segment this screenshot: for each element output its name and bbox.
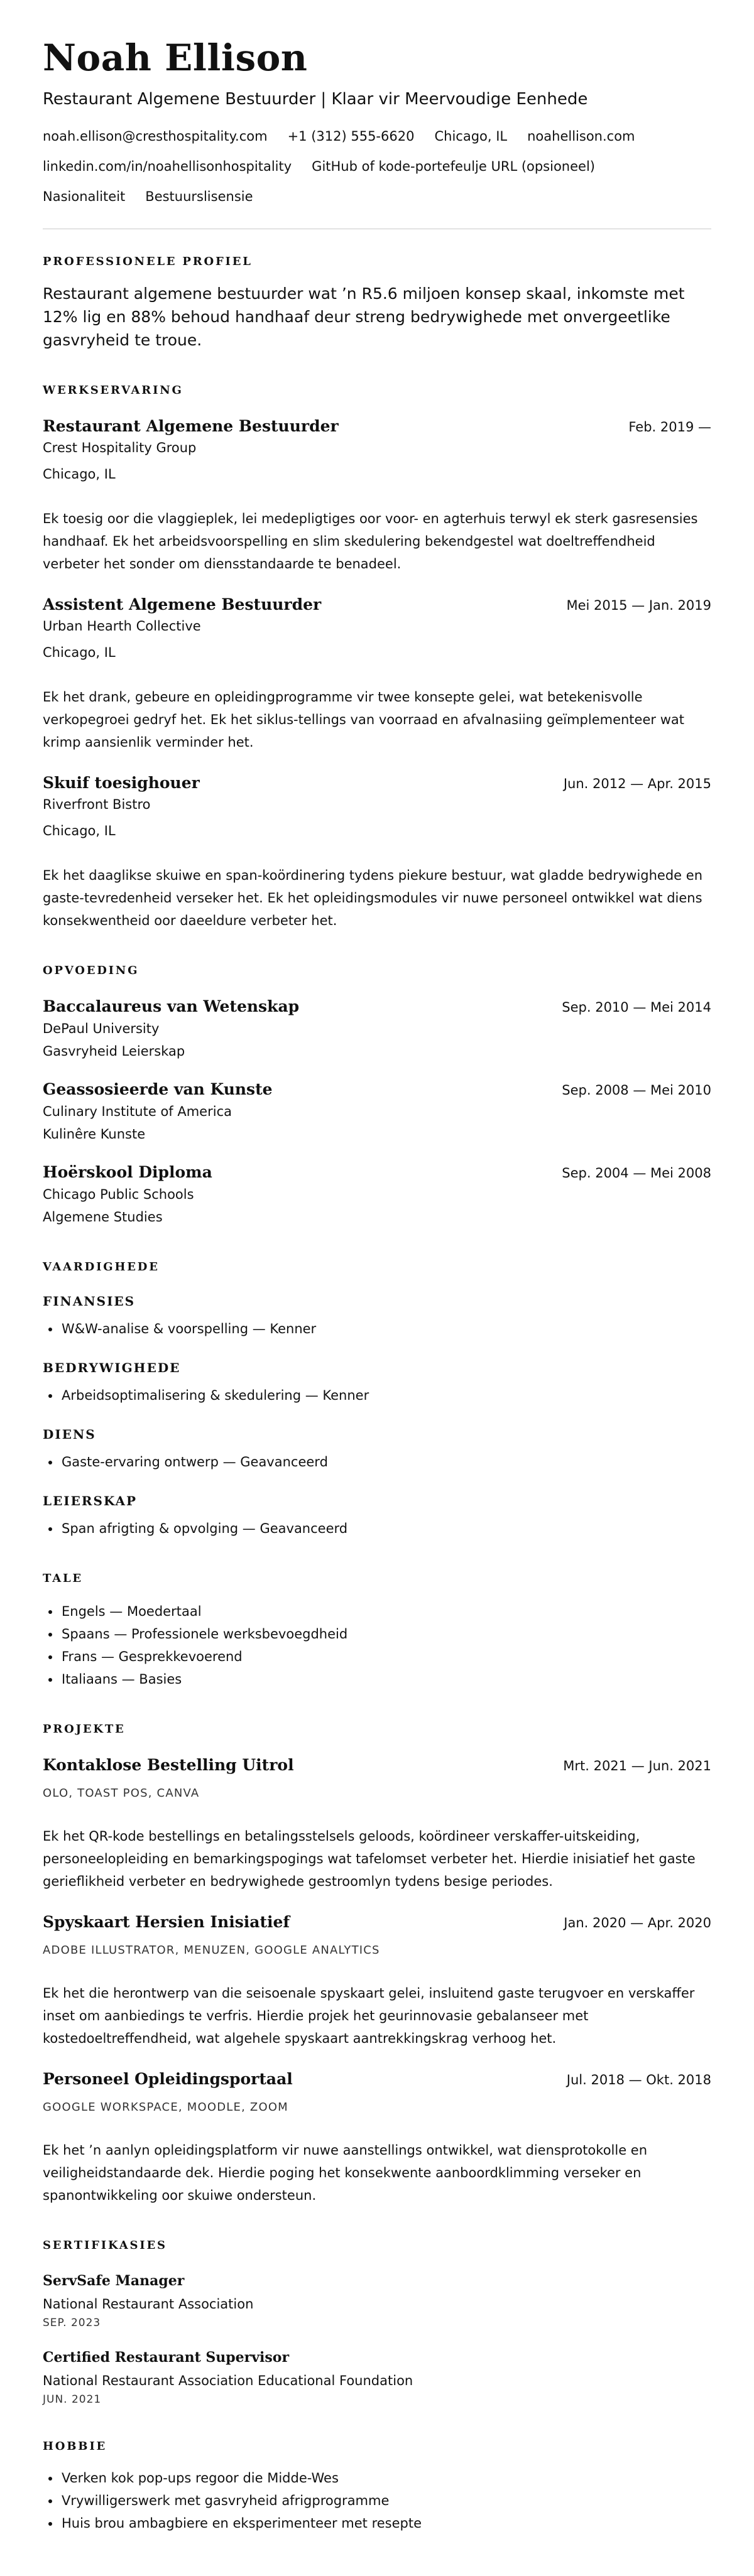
skill-list	[43, 1318, 711, 1340]
school-name: Culinary Institute of America	[43, 1104, 232, 1119]
education-entry	[43, 996, 711, 1063]
project-date: Jul. 2018 — Okt. 2018	[566, 2072, 711, 2087]
job-description: Ek het daaglikse skuiwe en span-koördinering tydens piekure bestuur, wat gladde bedrywighede en gaste-tevredenheid verseker het. Ek het opleidingsmodules vir nuwe personeel ontwikkel wat diens konsekwentheid oor daeeldure verbeter het.	[43, 868, 703, 928]
school-name: Chicago Public Schools	[43, 1187, 194, 1202]
project-entry	[43, 2069, 711, 2207]
project-title: Kontaklose Bestelling Uitrol	[43, 1756, 294, 1774]
job-location: Chicago, IL	[43, 467, 116, 482]
job-company: Riverfront Bistro	[43, 797, 151, 812]
project-title: Spyskaart Hersien Inisiatief	[43, 1913, 290, 1931]
skill-category-title: BEDRYWIGHEDE	[43, 1360, 181, 1375]
hobby-item: • Vrywilligerswerk met gasvryheid afrigprogramme	[60, 2489, 711, 2512]
section-title-projects: PROJEKTE	[43, 1723, 126, 1736]
contact-website[interactable]: noahellison.com	[527, 129, 635, 144]
job-location: Chicago, IL	[43, 823, 116, 838]
experience-entry	[43, 594, 711, 754]
skill-item: • W&W-analise & voorspelling — Kenner	[60, 1318, 711, 1340]
contact-linkedin[interactable]: linkedin.com/in/noahellisonhospitality	[43, 159, 292, 174]
section-title-profile: PROFESSIONELE PROFIEL	[43, 255, 253, 268]
project-tech: OLO, TOAST POS, CANVA	[43, 1787, 200, 1800]
job-title: Restaurant Algemene Bestuurder	[43, 417, 339, 435]
contact-license: Bestuurslisensie	[145, 189, 253, 204]
degree-date: Sep. 2010 — Mei 2014	[562, 1000, 711, 1015]
contact-phone[interactable]: +1 (312) 555-6620	[287, 129, 415, 144]
contact-row-1	[43, 127, 711, 146]
degree-title: Baccalaureus van Wetenskap	[43, 997, 300, 1015]
certification-name: ServSafe Manager	[43, 2273, 185, 2289]
section-title-experience: WERKSERVARING	[43, 384, 183, 397]
candidate-headline: Restaurant Algemene Bestuurder | Klaar vir Meervoudige Eenhede	[43, 90, 588, 109]
certifications-section	[43, 2238, 711, 2408]
study-field: Algemene Studies	[43, 1210, 163, 1225]
section-title-education: OPVOEDING	[43, 964, 139, 977]
languages-section	[43, 1571, 711, 1691]
skill-item: • Gaste-ervaring ontwerp — Geavanceerd	[60, 1451, 711, 1473]
project-description: Ek het ’n aanlyn opleidingsplatform vir nuwe aanstellings ontwikkel, wat diensprotokolle en veiligheidstandaarde dek. Hierdie poging het konsekwente aanboordklimming verseker en spanontwikkeling oor skuiwe ondersteun.	[43, 2143, 648, 2203]
contact-row-2	[43, 157, 711, 176]
job-company: Urban Hearth Collective	[43, 619, 201, 634]
certification-issuer: National Restaurant Association	[43, 2297, 254, 2312]
job-date: Feb. 2019 —	[628, 419, 711, 435]
school-name: DePaul University	[43, 1021, 160, 1036]
education-entry	[43, 1079, 711, 1145]
contact-location: Chicago, IL	[434, 129, 508, 144]
language-list	[43, 1600, 711, 1691]
job-description: Ek toesig oor die vlaggieplek, lei medepligtiges oor voor- en agterhuis terwyl ek sterk gasresensies handhaaf. Ek het arbeidsvoorspelling en slim skedulering bekendgestel wat doeltreffendheid verbeter het sonder om diensstandaarde te benadeel.	[43, 511, 698, 571]
job-company: Crest Hospitality Group	[43, 440, 197, 455]
language-item: • Engels — Moedertaal	[60, 1600, 711, 1623]
candidate-name: Noah Ellison	[43, 36, 308, 79]
degree-date: Sep. 2004 — Mei 2008	[562, 1166, 711, 1181]
profile-section	[43, 254, 711, 352]
job-title: Assistent Algemene Bestuurder	[43, 595, 322, 614]
language-item: • Frans — Gesprekkevoerend	[60, 1645, 711, 1668]
job-location: Chicago, IL	[43, 645, 116, 660]
section-title-languages: TALE	[43, 1572, 83, 1585]
certification-entry	[43, 2271, 711, 2331]
project-entry	[43, 1912, 711, 2050]
skill-category-title: DIENS	[43, 1427, 96, 1442]
project-description: Ek het QR-kode bestellings en betalingsstelsels geloods, koördineer verskaffer-uitskeiding, personeelopleiding en bemarkingspogings wat tafelomset verbeter het. Hierdie inisiatief het gaste gerieflikheid verbeter en bedrywighede gestroomlyn tydens besige periodes.	[43, 1829, 696, 1889]
contact-nationality: Nasionaliteit	[43, 189, 126, 204]
resume-header	[43, 35, 711, 206]
degree-title: Hoërskool Diploma	[43, 1163, 212, 1181]
section-title-certifications: SERTIFIKASIES	[43, 2239, 167, 2252]
section-title-hobbies: HOBBIE	[43, 2440, 107, 2453]
experience-entry	[43, 772, 711, 932]
job-description: Ek het drank, gebeure en opleidingprogramme vir twee konsepte gelei, wat betekenisvolle verkopegroei gedryf het. Ek het siklus-tellings van voorraad en afvalnasiing geïmplementeer wat krimp aansienlik verminder het.	[43, 690, 684, 750]
project-tech: GOOGLE WORKSPACE, MOODLE, ZOOM	[43, 2101, 288, 2114]
degree-title: Geassosieerde van Kunste	[43, 1080, 273, 1098]
project-entry	[43, 1755, 711, 1893]
contact-row-3	[43, 187, 711, 206]
skill-item: • Arbeidsoptimalisering & skedulering — Kenner	[60, 1384, 711, 1407]
skill-list	[43, 1517, 711, 1540]
job-title: Skuif toesighouer	[43, 774, 200, 792]
hobby-item: • Huis brou ambagbiere en eksperimenteer met resepte	[60, 2512, 711, 2535]
skills-section	[43, 1260, 711, 1540]
study-field: Kulinêre Kunste	[43, 1127, 146, 1142]
profile-summary: Restaurant algemene bestuurder wat ’n R5.6 miljoen konsep skaal, inkomste met 12% lig en 88% behoud handhaaf deur streng bedrywighede met onvergeetlike gasvryheid te troue.	[43, 284, 685, 349]
language-item: • Spaans — Professionele werksbevoegdheid	[60, 1623, 711, 1645]
skill-list	[43, 1451, 711, 1473]
degree-date: Sep. 2008 — Mei 2010	[562, 1083, 711, 1098]
certification-name: Certified Restaurant Supervisor	[43, 2349, 290, 2366]
projects-section	[43, 1722, 711, 2207]
project-date: Mrt. 2021 — Jun. 2021	[563, 1758, 711, 1773]
job-date: Jun. 2012 — Apr. 2015	[563, 776, 711, 791]
skill-category-title: LEIERSKAP	[43, 1493, 138, 1508]
certification-issuer: National Restaurant Association Educational Foundation	[43, 2373, 413, 2388]
project-date: Jan. 2020 — Apr. 2020	[564, 1915, 711, 1930]
experience-section	[43, 383, 711, 932]
project-description: Ek het die herontwerp van die seisoenale spyskaart gelei, insluitend gaste terugvoer en verskaffer inset om aanbiedings te verfris. Hierdie projek het geurinnovasie gebalanseer met kostedoeltreffendheid, wat algehele spyskaart aantrekkingskrag verhoog het.	[43, 1986, 695, 2046]
certification-date: SEP. 2023	[43, 2317, 101, 2329]
project-tech: ADOBE ILLUSTRATOR, MENUZEN, GOOGLE ANALYTICS	[43, 1944, 380, 1957]
skill-category-title: FINANSIES	[43, 1294, 136, 1309]
skill-item: • Span afrigting & opvolging — Geavanceerd	[60, 1517, 711, 1540]
education-entry	[43, 1162, 711, 1228]
skill-list	[43, 1384, 711, 1407]
job-date: Mei 2015 — Jan. 2019	[566, 598, 711, 613]
contact-portfolio[interactable]: GitHub of kode-portefeulje URL (opsioneel)	[312, 159, 595, 174]
language-item: • Italiaans — Basies	[60, 1668, 711, 1691]
hobby-item: • Verken kok pop-ups regoor die Midde-Wes	[60, 2467, 711, 2489]
contact-email[interactable]: noah.ellison@cresthospitality.com	[43, 129, 268, 144]
experience-entry	[43, 416, 711, 575]
certification-date: JUN. 2021	[43, 2393, 102, 2406]
study-field: Gasvryheid Leierskap	[43, 1044, 185, 1059]
certification-entry	[43, 2347, 711, 2408]
education-section	[43, 963, 711, 1228]
hobbies-section	[43, 2439, 711, 2535]
hobby-list	[43, 2467, 711, 2535]
section-title-skills: VAARDIGHEDE	[43, 1260, 160, 1274]
project-title: Personeel Opleidingsportaal	[43, 2070, 293, 2088]
